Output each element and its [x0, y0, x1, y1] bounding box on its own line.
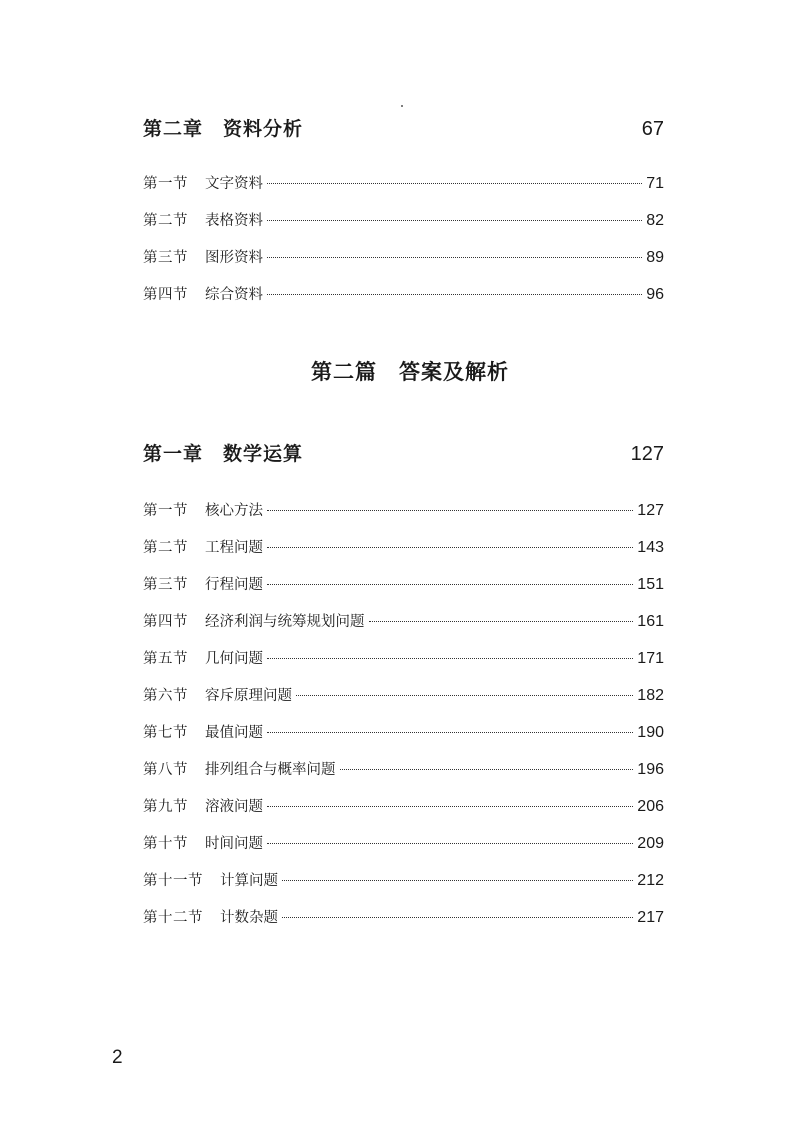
toc-entry[interactable]: [143, 536, 664, 573]
section-page-number: 217: [637, 909, 664, 926]
section-page-number: 190: [637, 724, 664, 741]
dot-leader: [296, 695, 633, 696]
section-title: 容斥原理问题: [205, 688, 292, 704]
toc-entry[interactable]: [143, 869, 664, 906]
section-page-number: 209: [637, 835, 664, 852]
toc-entry[interactable]: [143, 832, 664, 869]
dot-leader: [267, 806, 633, 807]
section-number: 第一节: [143, 503, 188, 519]
toc-entry[interactable]: [143, 795, 664, 832]
chapter-label: 第二章: [143, 118, 204, 140]
section-title: 计数杂题: [220, 910, 278, 926]
section-title: 经济利润与统筹规划问题: [205, 614, 365, 630]
section-number: 第三节: [143, 577, 188, 593]
section-title: 核心方法: [205, 503, 263, 519]
chapter1-section-list: [143, 499, 664, 943]
section-title: 最值问题: [205, 725, 263, 741]
section-number: 第四节: [143, 614, 188, 630]
part-label: 第二篇: [311, 359, 377, 384]
dot-leader: [267, 510, 633, 511]
section-page-number: 89: [646, 249, 664, 266]
toc-entry[interactable]: [143, 573, 664, 610]
page-folio: 2: [112, 1047, 123, 1068]
section-title: 行程问题: [205, 577, 263, 593]
section-number: 第二节: [143, 213, 188, 229]
section-number: 第五节: [143, 651, 188, 667]
chapter-label: 第一章: [143, 443, 204, 465]
section-title: 计算问题: [220, 873, 278, 889]
dot-leader: [267, 183, 642, 184]
toc-entry[interactable]: [143, 246, 664, 283]
scan-speck: [401, 105, 403, 107]
section-number: 第二节: [143, 540, 188, 556]
toc-entry[interactable]: [143, 610, 664, 647]
section-number: 第三节: [143, 250, 188, 266]
section-page-number: 151: [637, 576, 664, 593]
dot-leader: [267, 220, 642, 221]
section-title: 文字资料: [205, 176, 263, 192]
dot-leader: [267, 257, 642, 258]
section-title: 表格资料: [205, 213, 263, 229]
section-page-number: 127: [637, 502, 664, 519]
section-title: 综合资料: [205, 287, 263, 303]
section-page-number: 182: [637, 687, 664, 704]
section-page-number: 196: [637, 761, 664, 778]
section-number: 第四节: [143, 287, 188, 303]
toc-entry[interactable]: [143, 906, 664, 943]
dot-leader: [340, 769, 634, 770]
chapter-heading-math-operations[interactable]: [143, 439, 664, 466]
section-number: 第六节: [143, 688, 188, 704]
toc-entry[interactable]: [143, 283, 664, 320]
toc-entry[interactable]: [143, 209, 664, 246]
section-title: 工程问题: [205, 540, 263, 556]
chapter2-section-list: [143, 172, 664, 320]
dot-leader: [267, 584, 633, 585]
toc-entry[interactable]: [143, 172, 664, 209]
dot-leader: [267, 294, 642, 295]
toc-entry[interactable]: [143, 499, 664, 536]
section-title: 溶液问题: [205, 799, 263, 815]
section-page-number: 171: [637, 650, 664, 667]
section-title: 图形资料: [205, 250, 263, 266]
chapter-title: 数学运算: [223, 443, 304, 465]
section-page-number: 161: [637, 613, 664, 630]
dot-leader: [267, 732, 633, 733]
dot-leader: [267, 658, 633, 659]
chapter-heading-data-analysis[interactable]: [143, 114, 664, 141]
dot-leader: [282, 917, 633, 918]
section-page-number: 212: [637, 872, 664, 889]
section-number: 第八节: [143, 762, 188, 778]
section-number: 第九节: [143, 799, 188, 815]
dot-leader: [267, 547, 633, 548]
section-page-number: 82: [646, 212, 664, 229]
section-number: 第七节: [143, 725, 188, 741]
section-number: 第十节: [143, 836, 188, 852]
part-title: [0, 356, 800, 386]
toc-entry[interactable]: [143, 647, 664, 684]
section-page-number: 96: [646, 286, 664, 303]
section-page-number: 206: [637, 798, 664, 815]
dot-leader: [282, 880, 633, 881]
part-name: 答案及解析: [399, 359, 509, 384]
section-number: 第十一节: [143, 873, 203, 889]
section-title: 几何问题: [205, 651, 263, 667]
chapter-title: 资料分析: [223, 118, 304, 140]
section-page-number: 143: [637, 539, 664, 556]
section-page-number: 71: [646, 175, 664, 192]
chapter-page-number: 67: [641, 118, 664, 140]
section-title: 时间问题: [205, 836, 263, 852]
toc-entry[interactable]: [143, 684, 664, 721]
chapter-page-number: 127: [630, 443, 664, 465]
section-number: 第十二节: [143, 910, 203, 926]
section-number: 第一节: [143, 176, 188, 192]
toc-entry[interactable]: [143, 758, 664, 795]
section-title: 排列组合与概率问题: [205, 762, 336, 778]
dot-leader: [369, 621, 634, 622]
dot-leader: [267, 843, 633, 844]
toc-entry[interactable]: [143, 721, 664, 758]
